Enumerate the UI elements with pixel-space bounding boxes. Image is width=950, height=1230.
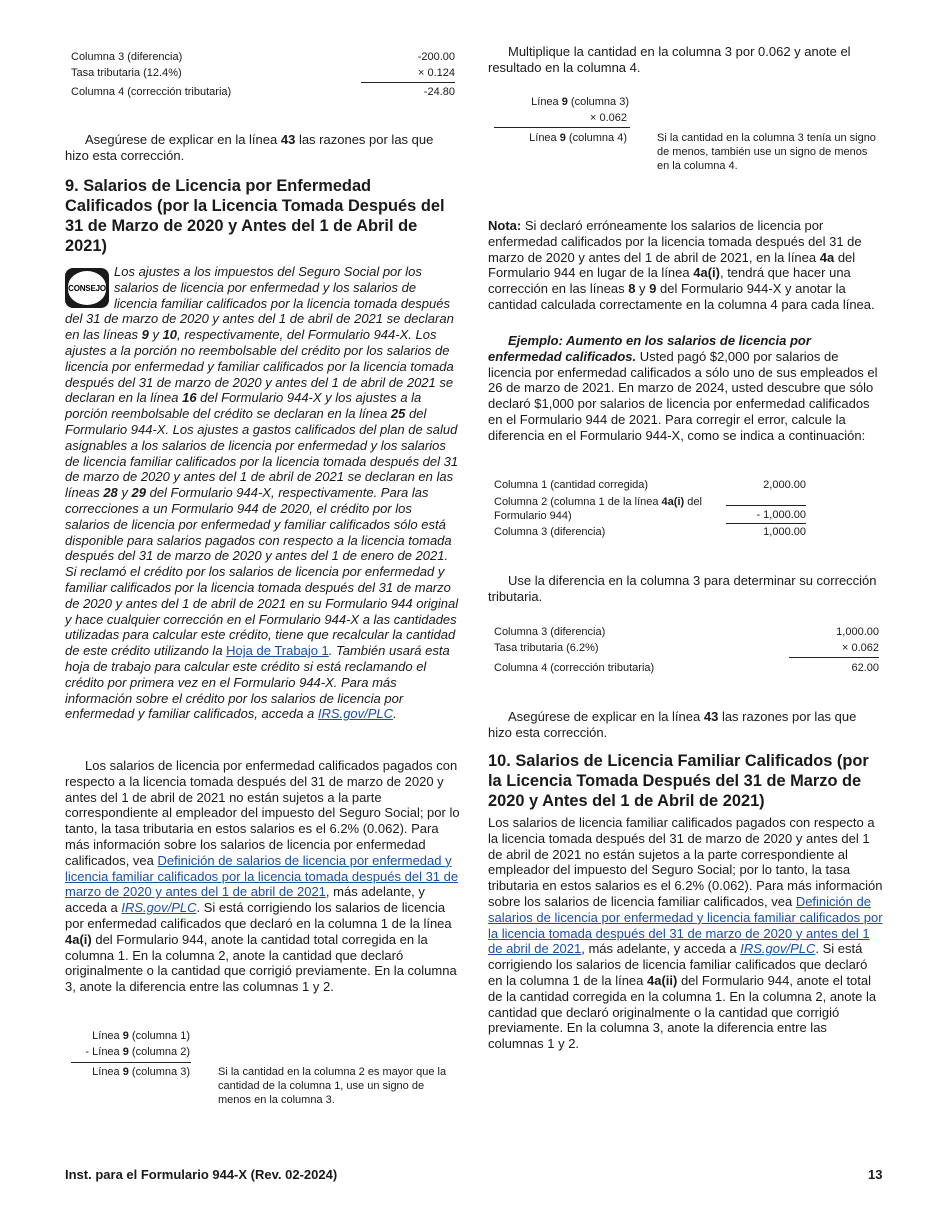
ejemplo-paragraph [488,333,883,444]
table-label: Tasa tributaria (6.2%) [494,642,599,654]
text-run: Los ajustes a los impuestos del Seguro Social por los salarios de licencia por enfermedad y los salarios de licencia familiar calificados por la licencia tomada después del 31 de marzo de 2020 y antes del 1 de abril de 2021 se declaran en las líneas [65,264,454,343]
line-ref: 28 [103,485,118,501]
explain-paragraph [488,709,883,741]
explain-paragraph [65,132,460,164]
irs-plc-link[interactable]: IRS.gov/PLC [740,941,816,957]
table-value: × 0.124 [417,67,455,79]
text-run: del Formulario 944-X y anotar la cantidad calculada correctamente en la columna 4 para cada línea. [488,281,875,312]
table-label: Columna 1 (cantidad corregida) [494,479,649,491]
calc-line: Línea 9 (columna 4) [529,132,627,144]
text-run: del Formulario 944, anote la cantidad total corregida en la columna 1. En la columna 2, anote la cantidad que declaró originalmente o la cantidad que corrigió previamente. En la columna 3, anote la diferencia entre las columnas 1 y 2. [65,931,457,995]
text-run: del Formulario 944-X y los ajustes a la porción reembolsable del crédito se declaran en la línea [65,390,422,422]
text-run: y [117,485,132,501]
calc-line: - Línea 9 (columna 2) [85,1046,190,1058]
text-run: , más adelante, y acceda a [581,941,741,957]
irs-plc-link[interactable]: IRS.gov/PLC [121,900,197,916]
text-run: del Formulario 944 en lugar de la línea [488,249,856,281]
line-ref: 25 [390,406,406,422]
calc-line: Línea 9 (columna 3) [92,1066,190,1078]
text-run: Si declaró erróneamente los salarios de licencia por enfermedad calificados por la licencia tomada después del 31 de marzo de 2020 y antes del 1 de abril de 2021, en la línea [488,218,862,265]
text-run: , tendrá que hacer una corrección en las líneas [488,265,851,297]
line-ref: 16 [182,390,197,406]
calc-rate: × 0.062 [589,112,627,124]
table-label: Columna 4 (corrección tributaria) [494,662,655,674]
line-ref: 29 [131,485,146,501]
section-9-heading: 9. Salarios de Licencia por Enfermedad Calificados (por la Licencia Tomada Después del 31 de Marzo de 2020 y Antes del 1 de Abril de 2021) [65,177,445,255]
text-run: Usted pagó $2,000 por salarios de licencia por enfermedad calificados a sólo uno de sus empleados el 26 de marzo de 2021. En marzo de 2024, usted descubre que sólo declaró $1,000 por salarios de licencia por enfermedad calificados en el Formulario 944 de 2021. Para corregir el error, calcule la diferencia en el Formulario 944-X, como se indica a continuación: [488,348,878,443]
calc-line: Línea 9 (columna 3) [531,96,629,108]
table-value: -24.80 [423,86,455,98]
text-run: . [393,706,397,722]
table-label: Columna 3 (diferencia) [71,51,183,63]
body-paragraph [65,758,460,995]
text-run: Los salarios de licencia por enfermedad calificados pagados con respecto a la licencia tomada después del 31 de marzo de 2020 y antes del 1 de abril de 2021 no están sujetos a la parte correspondiente al empleador del impuesto del Seguro Social; por lo tanto, la tasa tributaria en estos salarios es el 6.2% (0.062). Para más información sobre los salarios de licencia por enfermedad calificados, vea [65,758,460,868]
table-value: × 0.062 [841,642,879,654]
sum-rule [361,82,455,83]
calc-rule [71,1062,191,1063]
calc-note: Si la cantidad en la columna 2 es mayor que la cantidad de la columna 1, use un signo de menos en la columna 3. [218,1066,447,1106]
table-value: 2,000.00 [763,479,806,491]
tip-icon-spacer [65,264,114,311]
table-label: Columna 3 (diferencia) [494,526,606,538]
irs-plc-link[interactable]: IRS.gov/PLC [317,706,394,722]
body-paragraph [488,815,883,1052]
tip-paragraph [65,264,460,722]
text-run: del Formulario 944-X. Los ajustes a gastos calificados del plan de salud asignables a los salarios de licencia por enfermedad y los salarios de licencia familiar calificados por la licencia tomada después del 31 de marzo de 2020 y antes del 1 de abril de 2021 se declaran en las líneas [65,406,459,501]
line-9-difference-calc [65,1029,460,1111]
page-number: 13 [868,1167,883,1182]
line-ref: 4a(i) [65,931,92,947]
nota-label: Nota: [488,218,522,233]
text-run: , más adelante, y acceda a [65,884,425,916]
table-label: Columna 3 (diferencia) [494,626,606,638]
calc-note: Si la cantidad en la columna 3 tenía un signo de menos, también use un signo de menos en la columna 4. [657,132,876,172]
tax-correction-table-2 [494,625,879,675]
line-ref: 4a(i) [693,265,720,281]
line-ref: 4a(ii) [647,972,678,988]
section-10-heading: 10. Salarios de Licencia Familiar Calificados (por la Licencia Tomada Después del 31 de Marzo de 2020 y Antes del 1 de Abril de 2021) [488,752,869,810]
calc-line: Línea 9 (columna 1) [92,1030,190,1042]
line-ref: 8 [628,281,636,297]
table-rule [726,505,806,506]
ejemplo-heading: Ejemplo: Aumento en los salarios de licencia por enfermedad calificados. [488,333,811,364]
text-run: y [148,327,163,343]
tax-correction-table [71,50,455,100]
text-run: . Si está corrigiendo los salarios de licencia familiar calificados que declaró en la columna 1 de la línea [488,941,868,988]
text-run: del Formulario 944, anote el total de la cantidad corregida en la columna 1. En la columna 2, anote la cantidad que declaró originalmente o la cantidad que corrigió previamente. En la columna 3, anote la diferencia entre las columnas 1 y 2. [488,972,877,1052]
text-run: . Si está corrigiendo los salarios de licencia por enfermedad calificados que declaró en la columna 1 de la línea [65,900,452,931]
table-label: Columna 2 (columna 1 de la línea 4a(i) del Formulario 944) [494,496,702,522]
text-run: y [635,281,650,297]
text-run: . También usará esta hoja de trabajo para calcular este crédito si está reclamando el crédito por primera vez en el Formulario 944-X. Para más información sobre el crédito por los salarios de licencia por enfermedad y familiar calificados, acceda a [65,643,450,722]
definition-link[interactable]: Definición de salarios de licencia por enfermedad y licencia familiar calificados por la licencia tomada después del 31 de marzo de 2020 y antes del 1 de abril de 2021 [65,852,459,900]
line-ref: 4a [819,249,835,265]
tip-icon-label: CONSEJO [68,283,106,293]
calc-rule [494,127,630,128]
use-diff-paragraph: Use la diferencia en la columna 3 para determinar su corrección tributaria. [488,573,877,604]
definition-link[interactable]: Definición de salarios de licencia por enfermedad y licencia familiar calificados por la licencia tomada después del 31 de marzo de 2020 y antes del 1 de abril de 2021 [488,893,883,957]
text-run: del Formulario 944-X, respectivamente. Para las correcciones a un Formulario 944 de 2020, el crédito por los salarios de licencia por enfermedad y familiar calificados sólo está disponible para salarios pagados con respecto a la licencia tomada después del 31 de marzo de 2020 y antes del 1 de enero de 2021. Si reclamó el crédito por los salarios de licencia por enfermedad y familiar calificados por la licencia tomada después del 31 de marzo de 2020 y antes del 1 de abril de 2021 en su Formulario 944 original y hace cualquier corrección en el Formulario 944-X a las cantidades utilizadas para calcular este crédito, tiene que recalcular la cantidad de este crédito utilizando la [65,485,459,659]
nota-paragraph [488,218,883,313]
intro-paragraph: Multiplique la cantidad en la columna 3 por 0.062 y anote el resultado en la columna 4. [488,44,851,75]
text-run: , respectivamente, del Formulario 944-X. Los ajustes a la porción no reembolsable del crédito por los salarios de licencia por enfermedad y familiar calificados por la licencia tomada después del 31 de marzo de 2020 y antes del 1 de abril de 2021 se declaran en la línea [65,327,454,406]
line-ref: 9 [649,281,657,297]
worksheet-1-link[interactable]: Hoja de Trabajo 1 [226,643,329,659]
footer-title: Inst. para el Formulario 944-X (Rev. 02-2024) [65,1167,338,1182]
table-value: - 1,000.00 [756,509,806,521]
line-ref: 43 [280,132,296,147]
text-run: Asegúrese de explicar en la línea [508,709,704,724]
text-run: las razones por las que hizo esta corrección. [488,709,857,740]
table-rule [726,523,806,524]
table-label: Columna 4 (corrección tributaria) [71,86,232,98]
table-value: 1,000.00 [836,626,879,638]
text-run: las razones por las que hizo esta corrección. [65,132,434,163]
line-9-tax-calc [488,95,883,175]
sum-rule [789,657,879,658]
text-run: Los salarios de licencia familiar calificados pagados con respecto a la licencia tomada después del 31 de marzo de 2020 y antes del 1 de abril de 2021 no están sujetos a la parte correspondiente al empleador del impuesto del Seguro Social; por lo tanto, la tasa tributaria en estos salarios es el 6.2% (0.062). Para más información sobre los salarios de licencia familiar calificados, vea [488,815,883,909]
table-label: Tasa tributaria (12.4%) [71,67,182,79]
table-value: -200.00 [417,51,455,63]
table-value: 1,000.00 [763,526,806,538]
text-run: Asegúrese de explicar en la línea [85,132,281,147]
table-value: 62.00 [851,662,879,674]
line-ref: 10 [162,327,178,343]
line-ref: 43 [703,709,719,724]
line-ref: 9 [141,327,149,343]
difference-table [494,478,806,542]
